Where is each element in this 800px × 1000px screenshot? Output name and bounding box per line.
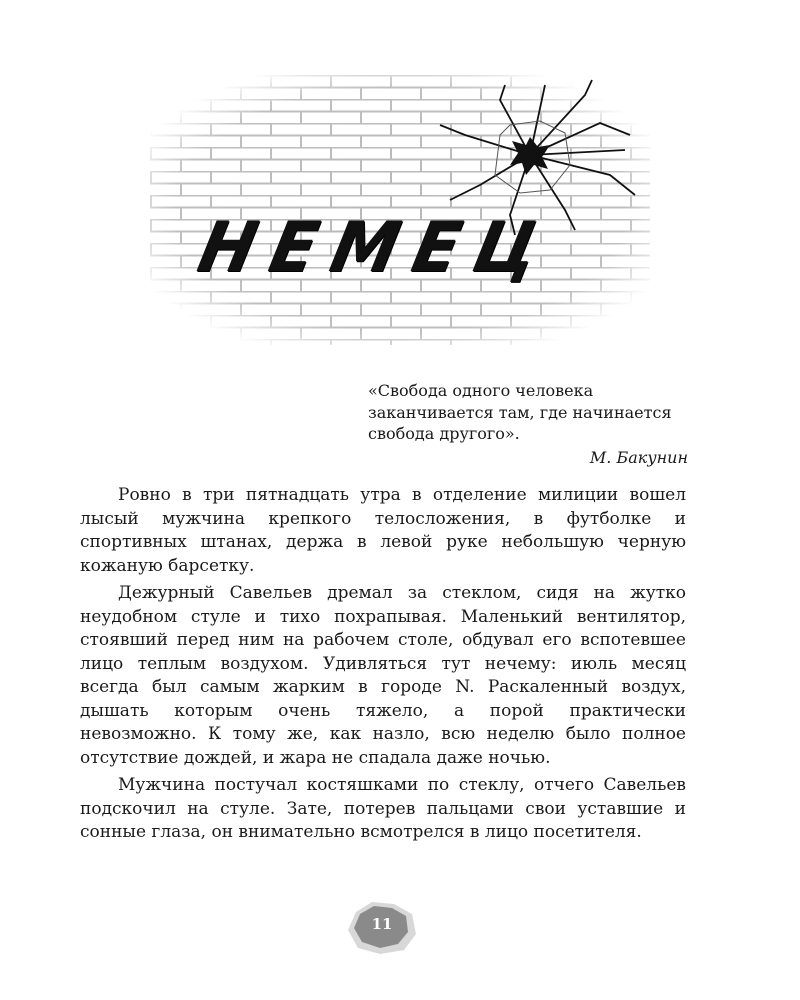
epigraph-author: М. Бакунин	[589, 447, 688, 467]
paragraph: Ровно в три пятнадцать утра в отделение милиции вошел лысый мужчина крепкого телосложения, в футболке и спортивных штанах, держа в левой руке небольшую черную кожаную барсетку.	[80, 485, 686, 576]
paragraph: Дежурный Савельев дремал за стеклом, сидя на жутко неудобном стуле и тихо похрапывая. Маленький вентилятор, стоявший перед ним на рабочем столе, обдувал его вспотевшее лицо теплым воздухом. Удивляться тут нечему: июль месяц всегда был самым жарким в городе N. Раскаленный воздух, дышать которым очень тяжело, а порой практически невозможно. К тому же, как назло, всю неделю было полное отсутствие дождей, и жара не спадала даже ночью.	[80, 583, 686, 768]
paragraph: Мужчина постучал костяшками по стеклу, отчего Савельев подскочил на стуле. Зате, потерев пальцами свои уставшие и сонные глаза, он внимательно всмотрелся в лицо посетителя.	[80, 775, 686, 842]
page-number: 11	[371, 915, 393, 933]
chapter-title: НЕМЕЦ	[191, 207, 562, 288]
epigraph-quote: «Свобода одного человека заканчивается там, где начинается свобода другого».	[368, 381, 672, 443]
chapter-body	[80, 484, 686, 849]
epigraph	[368, 380, 690, 468]
